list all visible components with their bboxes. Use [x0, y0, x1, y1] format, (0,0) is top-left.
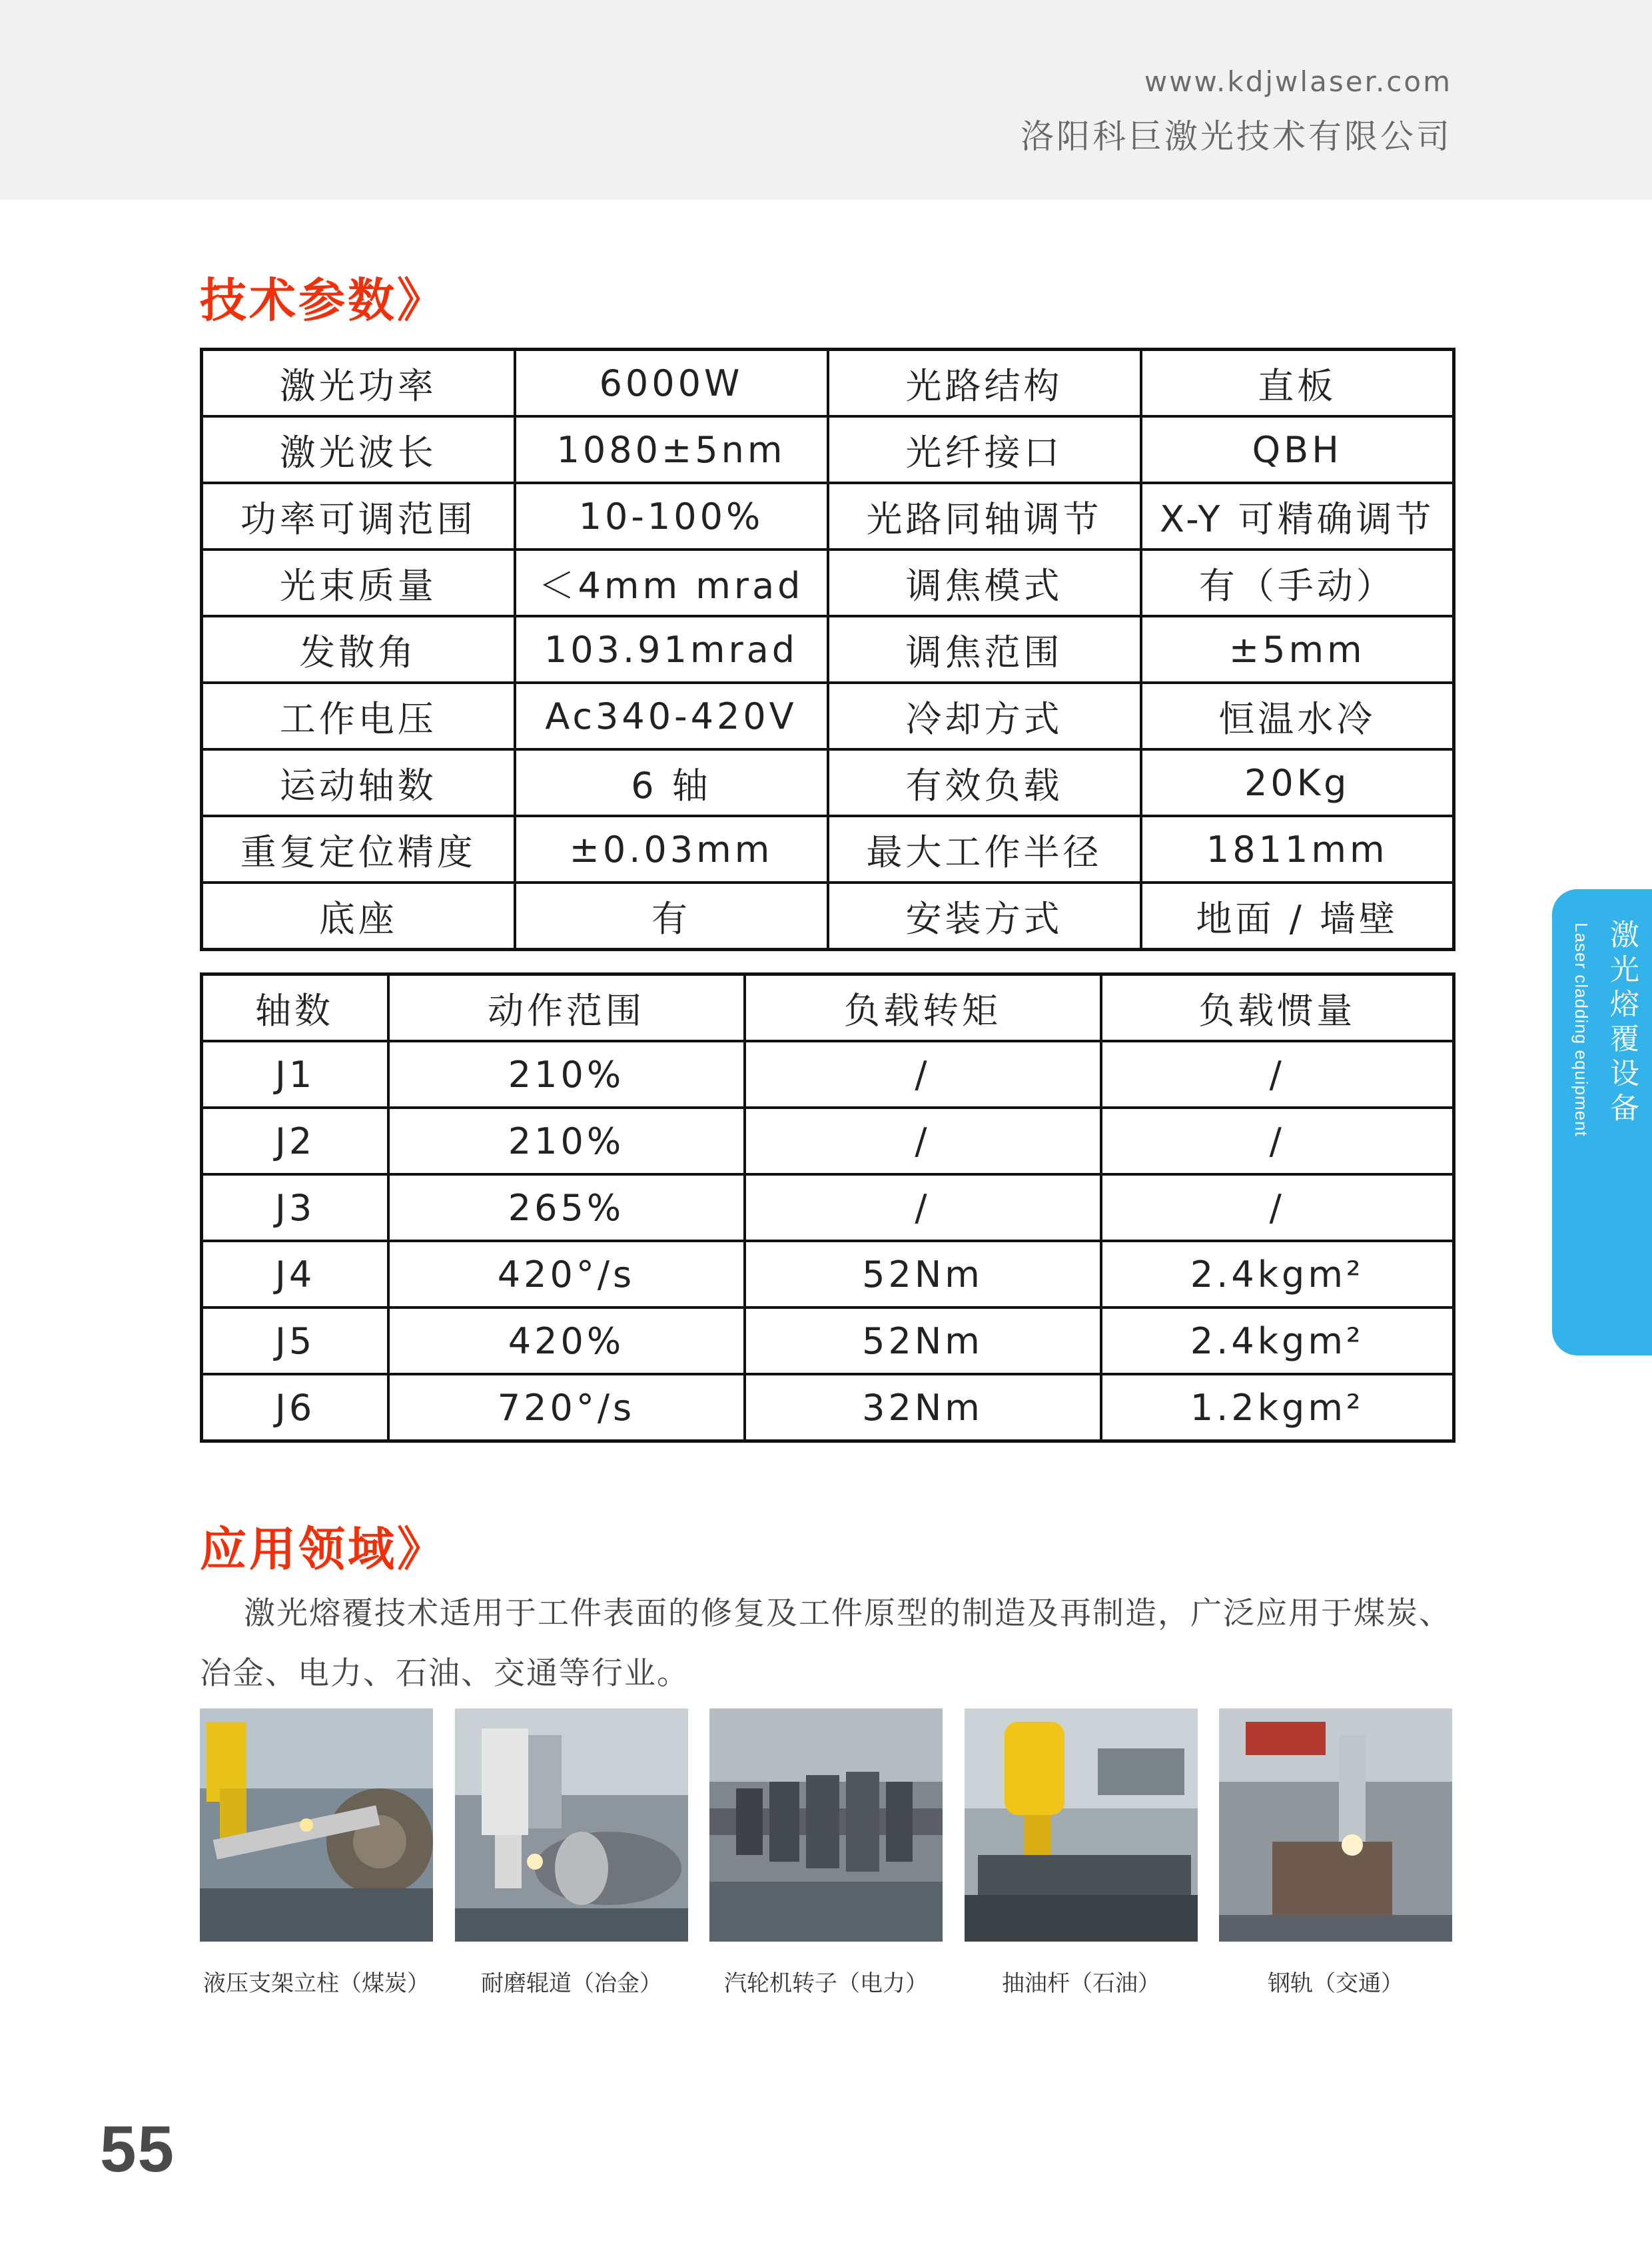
turbine-rotor-image: [709, 1708, 943, 1942]
params-row: [202, 483, 1454, 550]
param-label-cell: 发散角: [202, 616, 515, 683]
axes-header-row: [202, 974, 1454, 1042]
param-label-cell: 功率可调范围: [202, 483, 515, 550]
axes-header-cell: 动作范围: [388, 974, 745, 1042]
photo-hydraulic-column: [200, 1708, 433, 1942]
axis-value-cell: /: [745, 1108, 1101, 1174]
axes-row: [202, 1374, 1454, 1441]
param-value-cell: 直板: [1141, 350, 1454, 417]
side-tab-cn-label: 激光熔覆设备: [1605, 919, 1639, 1127]
caption-hydraulic-column: 液压支架立柱（煤炭）: [203, 1970, 430, 1997]
caption-rail: 钢轨（交通）: [1268, 1970, 1404, 1997]
photo-roller: [455, 1708, 688, 1942]
param-label-cell: 冷却方式: [828, 683, 1141, 749]
param-label-cell: 光路结构: [828, 350, 1141, 417]
param-label-cell: 最大工作半径: [828, 816, 1141, 883]
param-value-cell: 6000W: [515, 350, 828, 417]
axes-header-cell: 轴数: [202, 974, 388, 1042]
param-label-cell: 光纤接口: [828, 416, 1141, 483]
param-value-cell: 地面 / 墙壁: [1141, 883, 1454, 950]
axis-value-cell: 420°/s: [388, 1241, 745, 1308]
website-url: www.kdjwlaser.com: [1144, 65, 1452, 98]
param-label-cell: 有效负载: [828, 749, 1141, 816]
applications-description: 激光熔覆技术适用于工件表面的修复及工件原型的制造及再制造，广泛应用于煤炭、冶金、电力、石油、交通等行业。: [200, 1595, 1451, 1692]
axis-value-cell: 52Nm: [745, 1308, 1101, 1374]
params-row: [202, 550, 1454, 616]
axis-value-cell: /: [1101, 1041, 1454, 1108]
sucker-rod-image: [965, 1708, 1198, 1942]
param-label-cell: 调焦模式: [828, 550, 1141, 616]
axis-name-cell: J5: [202, 1308, 388, 1374]
param-label-cell: 调焦范围: [828, 616, 1141, 683]
page-number: 55: [100, 2112, 176, 2185]
params-row: [202, 683, 1454, 749]
param-value-cell: X-Y 可精确调节: [1141, 483, 1454, 550]
axes-header-cell: 负载转矩: [745, 974, 1101, 1042]
param-value-cell: 恒温水冷: [1141, 683, 1454, 749]
param-label-cell: 激光波长: [202, 416, 515, 483]
rail-image: [1219, 1708, 1452, 1942]
param-label-cell: 运动轴数: [202, 749, 515, 816]
axis-name-cell: J3: [202, 1174, 388, 1241]
axis-value-cell: 2.4kgm²: [1101, 1308, 1454, 1374]
param-value-cell: 1080±5nm: [515, 416, 828, 483]
axis-value-cell: 32Nm: [745, 1374, 1101, 1441]
company-name: 洛阳科巨激光技术有限公司: [1021, 117, 1452, 156]
side-category-tab: [1552, 889, 1652, 1355]
axes-row: [202, 1241, 1454, 1308]
param-value-cell: 有: [515, 883, 828, 950]
axis-name-cell: J1: [202, 1041, 388, 1108]
param-value-cell: ＜4mm mrad: [515, 550, 828, 616]
photo-turbine-rotor: [709, 1708, 943, 1942]
param-value-cell: 103.91mrad: [515, 616, 828, 683]
axes-row: [202, 1174, 1454, 1241]
param-value-cell: 6 轴: [515, 749, 828, 816]
params-row: [202, 616, 1454, 683]
section-title-tech-params: 技术参数》: [200, 273, 446, 328]
param-value-cell: Ac340-420V: [515, 683, 828, 749]
axis-value-cell: 52Nm: [745, 1241, 1101, 1308]
param-value-cell: ±5mm: [1141, 616, 1454, 683]
axis-value-cell: 210%: [388, 1041, 745, 1108]
roller-image: [455, 1708, 688, 1942]
params-row: [202, 816, 1454, 883]
param-value-cell: ±0.03mm: [515, 816, 828, 883]
photo-rail: [1219, 1708, 1452, 1942]
params-row: [202, 883, 1454, 950]
params-row: [202, 749, 1454, 816]
axis-value-cell: 210%: [388, 1108, 745, 1174]
param-value-cell: 10-100%: [515, 483, 828, 550]
axis-name-cell: J2: [202, 1108, 388, 1174]
param-label-cell: 安装方式: [828, 883, 1141, 950]
param-value-cell: 1811mm: [1141, 816, 1454, 883]
axis-value-cell: 1.2kgm²: [1101, 1374, 1454, 1441]
param-label-cell: 工作电压: [202, 683, 515, 749]
axis-value-cell: 420%: [388, 1308, 745, 1374]
axes-row: [202, 1308, 1454, 1374]
axis-value-cell: 265%: [388, 1174, 745, 1241]
param-label-cell: 重复定位精度: [202, 816, 515, 883]
caption-turbine-rotor: 汽轮机转子（电力）: [724, 1970, 928, 1997]
photo-sucker-rod: [965, 1708, 1198, 1942]
param-label-cell: 光束质量: [202, 550, 515, 616]
axis-value-cell: /: [745, 1041, 1101, 1108]
param-label-cell: 激光功率: [202, 350, 515, 417]
axis-params-table: [200, 972, 1455, 1443]
axis-name-cell: J4: [202, 1241, 388, 1308]
axes-row: [202, 1041, 1454, 1108]
param-label-cell: 光路同轴调节: [828, 483, 1141, 550]
axis-name-cell: J6: [202, 1374, 388, 1441]
axis-value-cell: /: [1101, 1174, 1454, 1241]
param-value-cell: QBH: [1141, 416, 1454, 483]
param-label-cell: 底座: [202, 883, 515, 950]
caption-sucker-rod: 抽油杆（石油）: [1002, 1970, 1160, 1997]
axes-header-cell: 负载惯量: [1101, 974, 1454, 1042]
params-row: [202, 350, 1454, 417]
axis-value-cell: /: [745, 1174, 1101, 1241]
page-header: [0, 0, 1652, 200]
axes-row: [202, 1108, 1454, 1174]
param-value-cell: 有（手动）: [1141, 550, 1454, 616]
axis-value-cell: /: [1101, 1108, 1454, 1174]
side-tab-en-label: Laser cladding equipment: [1571, 923, 1591, 1137]
axis-value-cell: 2.4kgm²: [1101, 1241, 1454, 1308]
hydraulic-column-image: [200, 1708, 433, 1942]
caption-roller: 耐磨辊道（冶金）: [481, 1970, 662, 1997]
tech-params-table: [200, 348, 1455, 951]
param-value-cell: 20Kg: [1141, 749, 1454, 816]
section-title-applications: 应用领域》: [200, 1522, 446, 1577]
params-row: [202, 416, 1454, 483]
axis-value-cell: 720°/s: [388, 1374, 745, 1441]
